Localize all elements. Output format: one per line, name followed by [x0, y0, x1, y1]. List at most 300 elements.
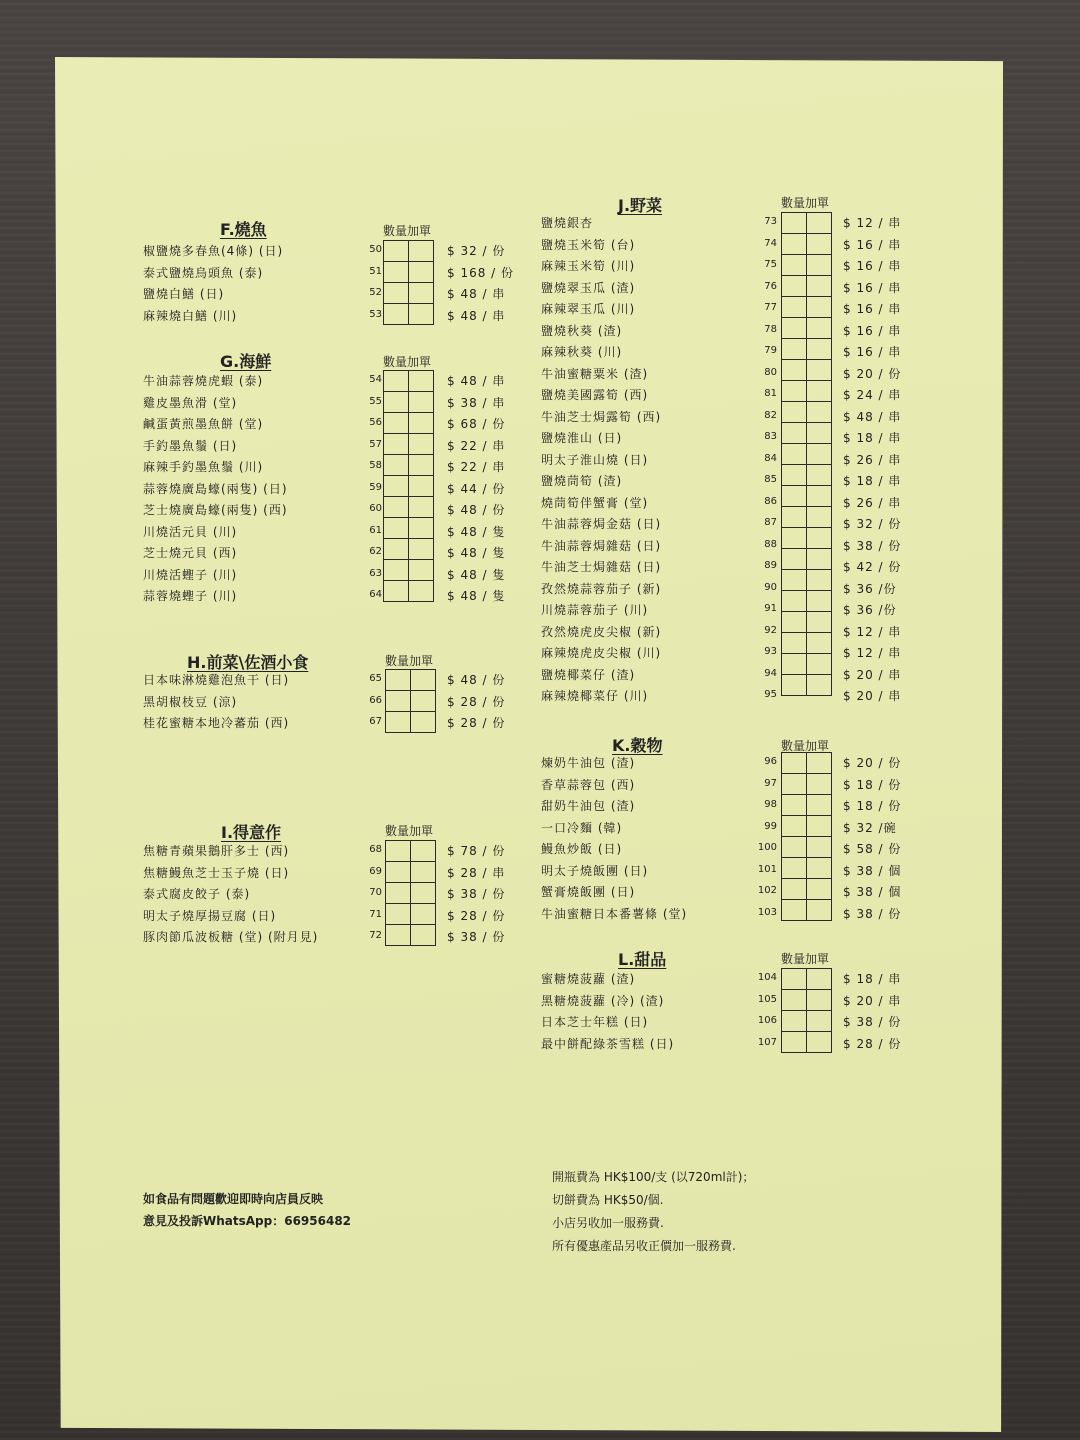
item-price: $ 20 / 串	[843, 993, 902, 1008]
qty-box[interactable]	[386, 883, 411, 904]
qty-box[interactable]	[782, 675, 807, 696]
qty-box[interactable]	[409, 581, 434, 602]
item-number: 55	[369, 395, 382, 407]
qty-box[interactable]	[782, 360, 807, 381]
qty-box[interactable]	[384, 283, 409, 304]
item-name: 牛油蒜蓉焗金菇 (日)	[541, 517, 662, 531]
item-name: 泰式鹽燒烏頭魚 (泰)	[143, 265, 264, 280]
qty-box[interactable]	[782, 990, 807, 1011]
item-name: 麻辣燒椰菜仔 (川)	[541, 689, 649, 703]
qty-box[interactable]	[782, 213, 807, 234]
qty-grid-row	[386, 670, 436, 691]
qty-box[interactable]	[384, 539, 409, 560]
qty-box[interactable]	[782, 339, 807, 360]
item-number: 65	[369, 673, 382, 684]
qty-grid-row	[384, 497, 434, 518]
item-price: $ 48 / 串	[447, 308, 506, 323]
qty-box[interactable]	[807, 816, 832, 837]
qty-box[interactable]	[384, 497, 409, 518]
item-name: 明太子淮山燒 (日)	[541, 452, 649, 467]
qty-grid-row	[384, 371, 434, 392]
qty-grid-row	[384, 283, 434, 304]
qty-box[interactable]	[411, 904, 436, 925]
item-number: 63	[369, 567, 382, 579]
item-name: 手釣墨魚鬚 (日)	[143, 438, 238, 453]
item-price: $ 68 / 份	[447, 417, 506, 431]
qty-box[interactable]	[782, 1032, 807, 1053]
qty-box[interactable]	[384, 241, 409, 262]
item-price: $ 78 / 份	[447, 844, 506, 858]
qty-box[interactable]	[411, 691, 436, 712]
section-title: L.甜品	[618, 950, 667, 969]
item-price: $ 16 / 串	[843, 345, 902, 359]
qty-box[interactable]	[384, 455, 409, 476]
qty-box[interactable]	[411, 883, 436, 904]
item-name: 牛油蒜蓉燒虎蝦 (泰)	[143, 374, 264, 388]
item-number: 96	[764, 756, 777, 767]
qty-box[interactable]	[782, 879, 807, 900]
qty-grid-row	[782, 837, 832, 858]
qty-box[interactable]	[384, 262, 409, 283]
item-number: 52	[369, 287, 382, 298]
qty-box[interactable]	[807, 255, 832, 276]
qty-box[interactable]	[782, 423, 807, 444]
item-name: 牛油蜜糖粟米 (渣)	[541, 366, 649, 381]
qty-box[interactable]	[782, 591, 807, 612]
qty-box[interactable]	[409, 455, 434, 476]
qty-box[interactable]	[384, 304, 409, 325]
qty-grid-row	[782, 753, 832, 774]
qty-box[interactable]	[807, 528, 832, 549]
qty-box[interactable]	[807, 276, 832, 297]
item-name: 黑糖燒菠蘿 (冷) (渣)	[541, 993, 665, 1008]
qty-grid-row	[782, 1032, 832, 1053]
item-name: 燒茼筍伴蟹膏 (堂)	[541, 495, 649, 510]
qty-box[interactable]	[807, 591, 832, 612]
item-name: 蒜蓉燒廣島蠔(兩隻) (日)	[143, 481, 288, 496]
item-price: $ 168 / 份	[447, 265, 515, 280]
item-number: 100	[757, 842, 777, 853]
qty-box[interactable]	[411, 925, 436, 946]
qty-box[interactable]	[807, 633, 832, 654]
item-price: $ 20 / 份	[843, 366, 902, 381]
item-price: $ 48 / 份	[447, 673, 506, 687]
qty-grid-row	[782, 276, 832, 297]
qty-box[interactable]	[807, 360, 832, 381]
item-name: 牛油蜜糖日本番薯條 (堂)	[541, 906, 688, 921]
qty-box[interactable]	[782, 486, 807, 507]
item-number: 89	[764, 560, 777, 571]
item-number: 103	[757, 906, 777, 918]
item-name: 明太子燒厚揚豆腐 (日)	[143, 908, 277, 923]
qty-box[interactable]	[782, 774, 807, 795]
item-price: $ 48 / 串	[843, 409, 902, 424]
qty-box[interactable]	[807, 879, 832, 900]
qty-box[interactable]	[386, 841, 411, 862]
qty-order-grid	[383, 370, 434, 602]
qty-box[interactable]	[782, 276, 807, 297]
qty-grid-row	[386, 904, 436, 925]
qty-box[interactable]	[782, 381, 807, 402]
item-name: 鹽燒椰菜仔 (渣)	[541, 667, 636, 682]
item-name: 麻辣燒虎皮尖椒 (川)	[541, 646, 662, 660]
whatsapp-note: 意見及投訴WhatsApp：66956482	[143, 1214, 352, 1228]
qty-box[interactable]	[782, 297, 807, 318]
qty-grid-row	[782, 423, 832, 444]
feedback-note: 如食品有問題歡迎即時向店員反映	[143, 1192, 324, 1206]
item-name: 牛油蒜蓉焗雜菇 (日)	[541, 538, 662, 553]
qty-box[interactable]	[782, 549, 807, 570]
qty-header: 數量加單	[781, 196, 830, 210]
item-name: 孜然燒蒜蓉茄子 (新)	[541, 581, 662, 596]
item-number: 99	[764, 820, 777, 832]
qty-box[interactable]	[807, 549, 832, 570]
qty-box[interactable]	[782, 570, 807, 591]
item-price: $ 32 / 份	[447, 244, 506, 258]
qty-box[interactable]	[807, 1011, 832, 1032]
qty-box[interactable]	[411, 670, 436, 691]
item-name: 鰻魚炒飯 (日)	[541, 842, 623, 856]
item-number: 82	[764, 409, 777, 421]
item-number: 80	[764, 366, 777, 378]
qty-box[interactable]	[384, 434, 409, 455]
section-title: F.燒魚	[220, 220, 267, 239]
qty-grid-row	[782, 858, 832, 879]
item-price: $ 22 / 串	[447, 460, 506, 474]
item-number: 78	[764, 323, 777, 335]
qty-grid-row	[782, 360, 832, 381]
qty-grid-row	[782, 507, 832, 528]
qty-box[interactable]	[807, 837, 832, 858]
item-number: 57	[369, 438, 382, 450]
qty-box[interactable]	[807, 969, 832, 990]
qty-box[interactable]	[409, 518, 434, 539]
item-number: 67	[369, 716, 382, 727]
qty-box[interactable]	[409, 392, 434, 413]
item-price: $ 38 / 份	[843, 906, 902, 921]
item-price: $ 26 / 串	[843, 495, 902, 510]
item-name: 麻辣玉米筍 (川)	[541, 259, 636, 273]
qty-grid-row	[384, 304, 434, 325]
qty-order-grid	[781, 752, 832, 921]
qty-grid-row	[782, 234, 832, 255]
item-number: 68	[369, 844, 382, 855]
item-price: $ 48 / 隻	[447, 524, 506, 539]
qty-box[interactable]	[409, 434, 434, 455]
item-name: 桂花蜜糖本地冷蕃茄 (西)	[143, 716, 290, 730]
qty-order-grid	[385, 669, 436, 733]
qty-box[interactable]	[409, 539, 434, 560]
item-number: 50	[369, 244, 382, 255]
item-price: $ 26 / 串	[843, 452, 902, 467]
qty-grid-row	[782, 402, 832, 423]
qty-box[interactable]	[807, 507, 832, 528]
section-title: G.海鮮	[220, 352, 272, 371]
qty-grid-row	[384, 455, 434, 476]
item-name: 麻辣秋葵 (川)	[541, 345, 623, 359]
qty-box[interactable]	[807, 339, 832, 360]
qty-header: 數量加單	[781, 739, 830, 753]
qty-grid-row	[782, 549, 832, 570]
item-name: 鹽燒玉米筍 (台)	[541, 237, 636, 252]
item-price: $ 16 / 串	[843, 280, 902, 295]
item-name: 芝士燒廣島蠔(兩隻) (西)	[143, 503, 288, 517]
section-title: K.穀物	[612, 736, 663, 755]
item-price: $ 12 / 串	[843, 624, 902, 639]
qty-header: 數量加單	[385, 654, 434, 668]
qty-box[interactable]	[807, 486, 832, 507]
item-number: 92	[764, 624, 777, 636]
qty-box[interactable]	[807, 795, 832, 816]
item-number: 77	[764, 302, 777, 313]
qty-box[interactable]	[807, 465, 832, 486]
item-name: 鹽燒茼筍 (渣)	[541, 474, 623, 488]
qty-box[interactable]	[384, 476, 409, 497]
qty-box[interactable]	[384, 581, 409, 602]
item-name: 雞皮墨魚滑 (堂)	[143, 395, 238, 410]
item-number: 105	[757, 993, 777, 1005]
qty-grid-row	[782, 591, 832, 612]
qty-box[interactable]	[807, 234, 832, 255]
qty-grid-row	[782, 255, 832, 276]
item-name: 鹽燒秋葵 (渣)	[541, 323, 623, 338]
qty-header: 數量加單	[383, 224, 432, 238]
item-number: 101	[757, 863, 777, 875]
item-price: $ 38 / 份	[843, 1015, 902, 1029]
qty-box[interactable]	[782, 969, 807, 990]
qty-box[interactable]	[782, 507, 807, 528]
item-name: 蟹膏燒飯團 (日)	[541, 885, 636, 899]
qty-box[interactable]	[782, 234, 807, 255]
qty-grid-row	[782, 816, 832, 837]
qty-box[interactable]	[782, 633, 807, 654]
item-number: 94	[764, 667, 777, 679]
qty-box[interactable]	[386, 904, 411, 925]
item-name: 黑胡椒枝豆 (涼)	[143, 694, 238, 709]
qty-grid-row	[386, 925, 436, 946]
qty-grid-row	[384, 413, 434, 434]
qty-box[interactable]	[807, 675, 832, 696]
item-price: $ 18 / 份	[843, 777, 902, 792]
qty-box[interactable]	[807, 753, 832, 774]
qty-box[interactable]	[386, 712, 411, 733]
qty-grid-row	[386, 883, 436, 904]
qty-box[interactable]	[384, 413, 409, 434]
item-name: 香草蒜蓉包 (西)	[541, 777, 636, 792]
qty-box[interactable]	[409, 476, 434, 497]
qty-box[interactable]	[807, 381, 832, 402]
qty-box[interactable]	[782, 444, 807, 465]
qty-grid-row	[384, 262, 434, 283]
item-number: 81	[764, 388, 777, 399]
qty-box[interactable]	[782, 255, 807, 276]
item-price: $ 36 /份	[843, 581, 897, 596]
item-price: $ 22 / 串	[447, 438, 506, 453]
qty-grid-row	[384, 476, 434, 497]
item-number: 104	[757, 972, 777, 983]
item-name: 一口冷麵 (韓)	[541, 820, 623, 835]
qty-box[interactable]	[411, 862, 436, 883]
item-name: 焦糖青蘋果鵝肝多士 (西)	[143, 844, 290, 858]
item-price: $ 48 / 串	[447, 374, 506, 388]
qty-box[interactable]	[409, 241, 434, 262]
qty-box[interactable]	[807, 990, 832, 1011]
qty-grid-row	[782, 969, 832, 990]
qty-box[interactable]	[807, 297, 832, 318]
item-number: 70	[369, 887, 382, 898]
qty-box[interactable]	[409, 371, 434, 392]
qty-box[interactable]	[807, 402, 832, 423]
qty-grid-row	[782, 297, 832, 318]
qty-box[interactable]	[409, 413, 434, 434]
item-number: 98	[764, 799, 777, 810]
item-name: 鹽燒白鱔 (日)	[143, 287, 225, 301]
qty-box[interactable]	[782, 612, 807, 633]
qty-box[interactable]	[807, 1032, 832, 1053]
qty-box[interactable]	[807, 423, 832, 444]
qty-box[interactable]	[782, 654, 807, 675]
qty-grid-row	[782, 654, 832, 675]
qty-box[interactable]	[782, 402, 807, 423]
item-number: 75	[764, 259, 777, 270]
qty-box[interactable]	[386, 925, 411, 946]
qty-box[interactable]	[384, 392, 409, 413]
item-number: 64	[369, 589, 382, 600]
qty-box[interactable]	[411, 712, 436, 733]
item-number: 79	[764, 345, 777, 356]
item-price: $ 28 / 份	[447, 908, 506, 923]
item-name: 麻辣手釣墨魚鬚 (川)	[143, 460, 264, 474]
qty-grid-row	[386, 862, 436, 883]
item-price: $ 12 / 串	[843, 646, 902, 660]
qty-box[interactable]	[782, 1011, 807, 1032]
qty-box[interactable]	[807, 612, 832, 633]
item-number: 51	[369, 265, 382, 277]
cake-cutting-note: 切餅費為 HK$50/個.	[552, 1193, 664, 1207]
qty-box[interactable]	[782, 795, 807, 816]
item-number: 86	[764, 495, 777, 507]
qty-grid-row	[384, 560, 434, 581]
item-price: $ 12 / 串	[843, 216, 902, 230]
item-number: 60	[369, 503, 382, 514]
qty-box[interactable]	[807, 858, 832, 879]
qty-grid-row	[782, 339, 832, 360]
qty-grid-row	[782, 795, 832, 816]
qty-box[interactable]	[807, 444, 832, 465]
qty-box[interactable]	[782, 816, 807, 837]
qty-grid-row	[782, 879, 832, 900]
qty-box[interactable]	[782, 837, 807, 858]
item-name: 川燒活蟶子 (川)	[143, 567, 238, 582]
item-price: $ 38 / 份	[447, 887, 506, 901]
item-price: $ 20 / 份	[843, 756, 902, 770]
item-name: 鹽燒翠玉瓜 (渣)	[541, 280, 636, 295]
qty-header: 數量加單	[383, 355, 432, 369]
qty-grid-row	[782, 486, 832, 507]
item-name: 蒜蓉燒蟶子 (川)	[143, 589, 238, 603]
qty-box[interactable]	[384, 518, 409, 539]
qty-box[interactable]	[411, 841, 436, 862]
item-name: 鹽燒淮山 (日)	[541, 431, 623, 445]
qty-box[interactable]	[409, 560, 434, 581]
item-number: 83	[764, 431, 777, 442]
qty-box[interactable]	[384, 371, 409, 392]
item-number: 73	[764, 216, 777, 227]
qty-box[interactable]	[386, 691, 411, 712]
qty-box[interactable]	[782, 318, 807, 339]
qty-grid-row	[782, 570, 832, 591]
item-price: $ 32 /碗	[843, 820, 897, 835]
qty-box[interactable]	[409, 283, 434, 304]
item-price: $ 36 /份	[843, 603, 897, 617]
item-price: $ 20 / 串	[843, 689, 902, 703]
qty-box[interactable]	[409, 262, 434, 283]
qty-box[interactable]	[807, 213, 832, 234]
qty-box[interactable]	[807, 570, 832, 591]
qty-grid-row	[384, 581, 434, 602]
qty-grid-row	[782, 774, 832, 795]
item-price: $ 48 / 隻	[447, 589, 506, 603]
item-price: $ 18 / 串	[843, 474, 902, 488]
item-name: 鹹蛋黃煎墨魚餅 (堂)	[143, 417, 264, 431]
qty-box[interactable]	[807, 774, 832, 795]
item-price: $ 58 / 份	[843, 842, 902, 856]
item-number: 69	[369, 865, 382, 877]
qty-grid-row	[384, 392, 434, 413]
item-name: 煉奶牛油包 (渣)	[541, 756, 636, 770]
item-name: 蜜糖燒菠蘿 (渣)	[541, 972, 636, 986]
qty-box[interactable]	[782, 753, 807, 774]
section-title: H.前菜\佐酒小食	[187, 653, 309, 672]
qty-grid-row	[384, 241, 434, 262]
item-name: 川燒蒜蓉茄子 (川)	[541, 603, 649, 617]
qty-box[interactable]	[384, 560, 409, 581]
item-price: $ 16 / 串	[843, 237, 902, 252]
qty-box[interactable]	[782, 858, 807, 879]
qty-box[interactable]	[386, 862, 411, 883]
qty-order-grid	[383, 240, 434, 325]
qty-box[interactable]	[409, 304, 434, 325]
qty-box[interactable]	[409, 497, 434, 518]
qty-box[interactable]	[782, 900, 807, 921]
item-number: 59	[369, 481, 382, 493]
qty-grid-row	[782, 612, 832, 633]
qty-box[interactable]	[782, 465, 807, 486]
item-name: 孜然燒虎皮尖椒 (新)	[541, 624, 662, 639]
qty-box[interactable]	[807, 318, 832, 339]
item-price: $ 48 / 隻	[447, 567, 506, 582]
item-number: 66	[369, 694, 382, 706]
item-name: 焦糖鰻魚芝士玉子燒 (日)	[143, 865, 290, 880]
item-price: $ 38 / 個	[843, 885, 902, 899]
item-name: 最中餅配綠茶雪糕 (日)	[541, 1036, 675, 1051]
qty-box[interactable]	[782, 528, 807, 549]
item-price: $ 28 / 份	[843, 1036, 902, 1051]
qty-box[interactable]	[807, 654, 832, 675]
item-number: 58	[369, 460, 382, 471]
qty-header: 數量加單	[385, 824, 434, 838]
item-price: $ 28 / 份	[447, 716, 506, 730]
item-number: 106	[757, 1015, 777, 1026]
qty-grid-row	[386, 712, 436, 733]
qty-box[interactable]	[386, 670, 411, 691]
promo-service-note: 所有優惠產品另收正價加一服務費.	[552, 1239, 736, 1253]
item-name: 椒鹽燒多春魚(4條) (日)	[143, 244, 284, 258]
qty-grid-row	[782, 528, 832, 549]
qty-box[interactable]	[807, 900, 832, 921]
qty-grid-row	[384, 539, 434, 560]
qty-order-grid	[781, 968, 832, 1053]
